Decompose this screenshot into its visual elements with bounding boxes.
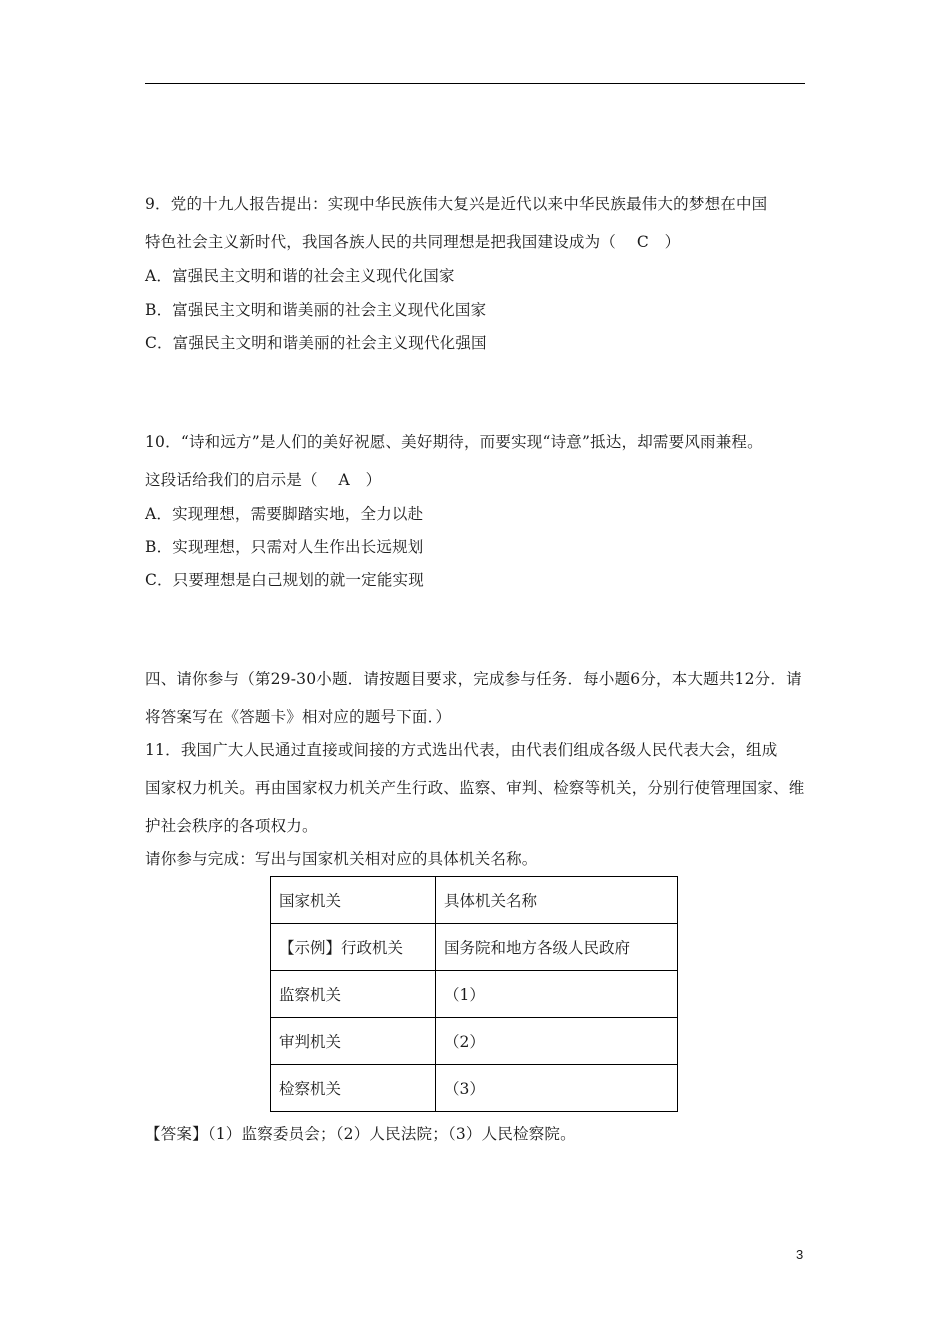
- table-header-cell: 具体机关名称: [436, 877, 678, 924]
- q11-answer: 【答案】（1）监察委员会；（2）人民法院；（3）人民检察院。: [145, 1125, 576, 1143]
- q9-stem-line1: 9．党的十九人报告提出：实现中华民族伟大复兴是近代以来中华民族最伟大的梦想在中国: [145, 195, 768, 213]
- section4-line2: 将答案写在《答题卡》相对应的题号下面．）: [145, 708, 452, 726]
- table-cell: 检察机关: [271, 1065, 436, 1112]
- section4-line1: 四、请你参与（第29-30小题．请按题目要求，完成参与任务．每小题6分，本大题共12分．请: [145, 670, 802, 688]
- table-row: [271, 1018, 678, 1065]
- table-cell: 监察机关: [271, 971, 436, 1018]
- table-cell: （3）: [436, 1065, 678, 1112]
- table-cell: （1）: [436, 971, 678, 1018]
- q10-stem-line1: 10．“诗和远方”是人们的美好祝愿、美好期待，而要实现“诗意”抵达，却需要风雨兼程。: [145, 433, 763, 451]
- q11-stem-line2: 国家权力机关。再由国家权力机关产生行政、监察、审判、检察等机关，分别行使管理国家、维: [145, 779, 805, 797]
- organs-table: [270, 876, 678, 1112]
- table-cell: 【示例】行政机关: [271, 924, 436, 971]
- q9-stem-line2: 特色社会主义新时代，我国各族人民的共同理想是把我国建设成为（ C ）: [145, 233, 681, 251]
- page-number: 3: [796, 1247, 804, 1262]
- q9-option-a: A．富强民主文明和谐的社会主义现代化国家: [145, 267, 455, 285]
- table-row: [271, 1065, 678, 1112]
- q11-stem-line1: 11．我国广大人民通过直接或间接的方式选出代表，由代表们组成各级人民代表大会，组成: [145, 741, 778, 759]
- q10-stem-line2: 这段话给我们的启示是（ A ）: [145, 471, 382, 489]
- table-row: [271, 924, 678, 971]
- table-header-row: [271, 877, 678, 924]
- table-row: [271, 971, 678, 1018]
- table-header-cell: 国家机关: [271, 877, 436, 924]
- q10-option-b: B．实现理想，只需对人生作出长远规划: [145, 538, 424, 556]
- q9-option-b: B．富强民主文明和谐美丽的社会主义现代化国家: [145, 301, 487, 319]
- table-cell: （2）: [436, 1018, 678, 1065]
- table-cell: 国务院和地方各级人民政府: [436, 924, 678, 971]
- header-rule: [145, 83, 805, 84]
- q11-stem-line3: 护社会秩序的各项权力。: [145, 817, 318, 835]
- table-cell: 审判机关: [271, 1018, 436, 1065]
- q10-option-a: A．实现理想，需要脚踏实地，全力以赴: [145, 505, 424, 523]
- q9-option-c: C．富强民主文明和谐美丽的社会主义现代化强国: [145, 334, 487, 352]
- q10-option-c: C．只要理想是白己规划的就一定能实现: [145, 571, 424, 589]
- q11-task: 请你参与完成：写出与国家机关相对应的具体机关名称。: [145, 850, 538, 868]
